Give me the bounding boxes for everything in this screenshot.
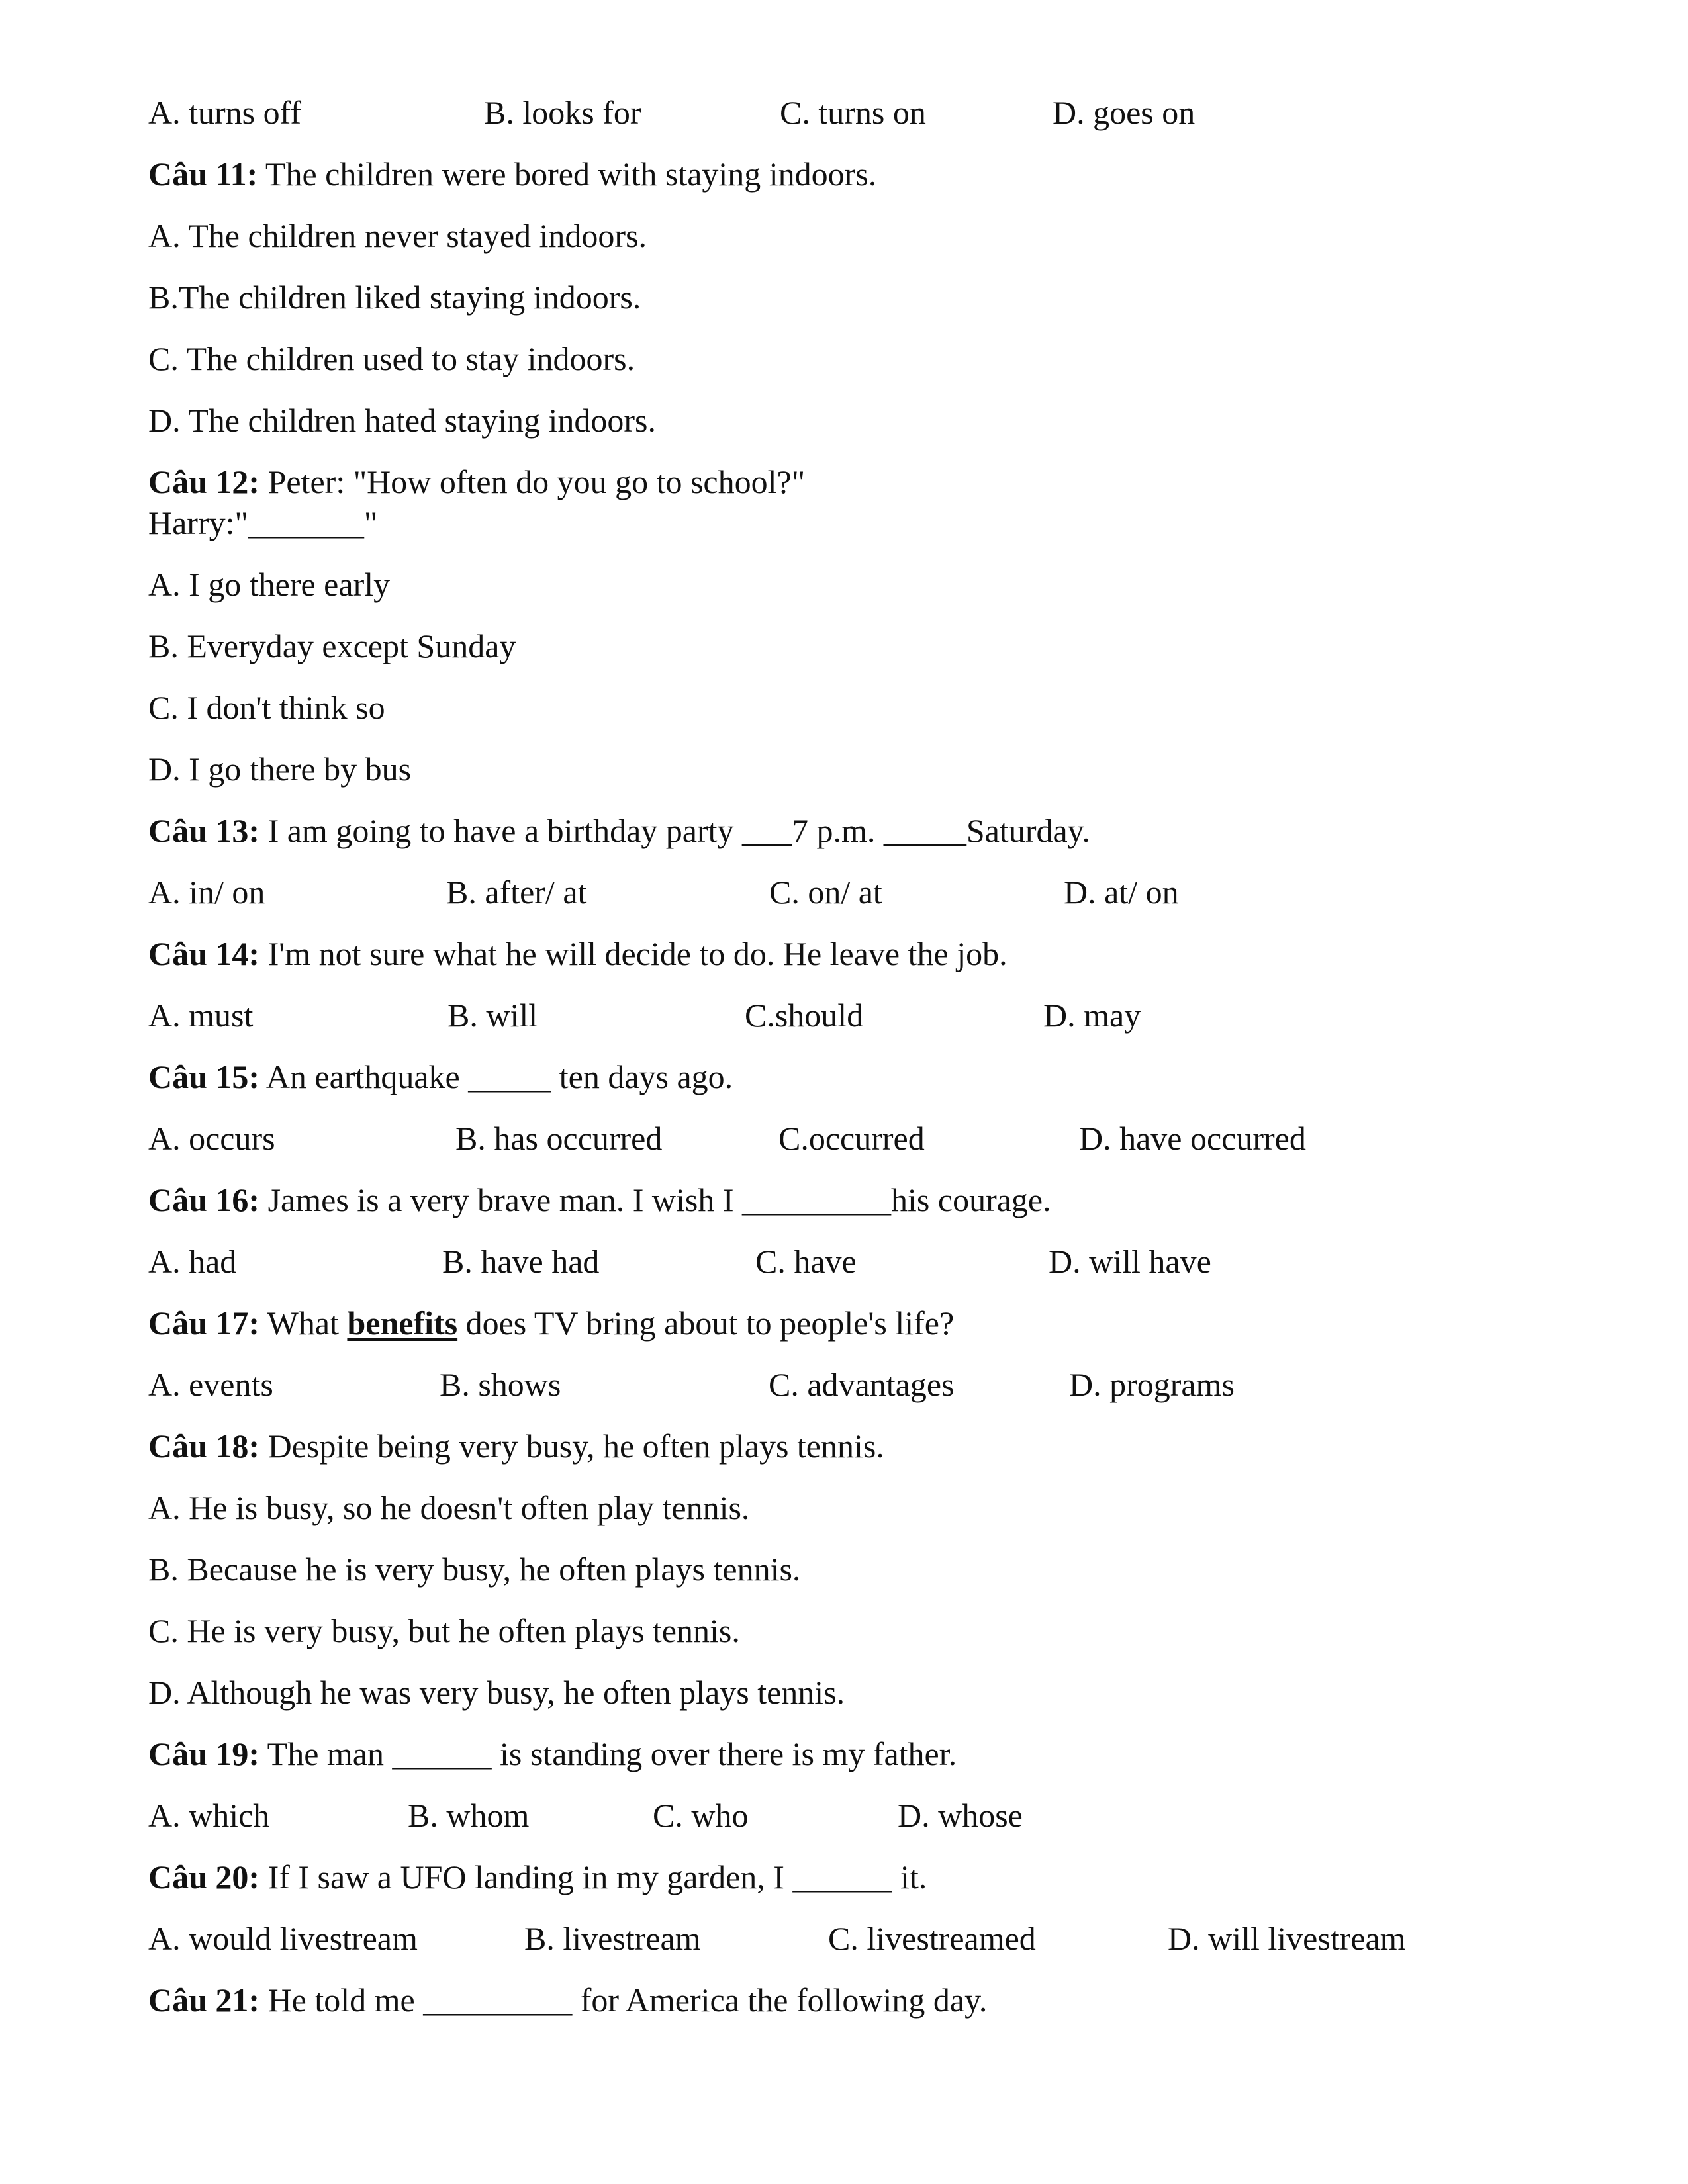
q16-question bbox=[148, 1180, 1051, 1220]
q18-label: Câu 18: bbox=[148, 1428, 260, 1465]
q13-option-d: D. at/ on bbox=[1064, 874, 1179, 911]
q19-option-c: C. who bbox=[653, 1797, 749, 1834]
q19-option-d: D. whose bbox=[898, 1797, 1023, 1834]
q17-option-b: B. shows bbox=[440, 1366, 561, 1403]
q21-label: Câu 21: bbox=[148, 1981, 260, 2019]
q18-option-a: A. He is busy, so he doesn't often play tennis. bbox=[148, 1489, 750, 1526]
q18-option-b: B. Because he is very busy, he often plays tennis. bbox=[148, 1551, 801, 1588]
q11-option-c: C. The children used to stay indoors. bbox=[148, 340, 635, 377]
q17-option-d: D. programs bbox=[1069, 1366, 1235, 1403]
q17-label: Câu 17: bbox=[148, 1304, 260, 1342]
q17-option-c: C. advantages bbox=[769, 1366, 955, 1403]
q12-question bbox=[148, 462, 805, 502]
q12-text: Peter: "How often do you go to school?" bbox=[259, 463, 806, 500]
q11-option-b: B.The children liked staying indoors. bbox=[148, 279, 641, 316]
q16-option-d: D. will have bbox=[1049, 1243, 1211, 1280]
q21-question bbox=[148, 1980, 987, 2020]
q13-text: I am going to have a birthday party ___7 p.m. _____Saturday. bbox=[259, 812, 1090, 849]
q19-label: Câu 19: bbox=[148, 1735, 260, 1772]
q13-option-b: B. after/ at bbox=[446, 874, 587, 911]
q18-option-d: D. Although he was very busy, he often plays tennis. bbox=[148, 1674, 845, 1711]
q15-question bbox=[148, 1057, 733, 1097]
q11-label: Câu 11: bbox=[148, 156, 258, 193]
q15-option-c: C.occurred bbox=[778, 1120, 925, 1157]
q16-label: Câu 16: bbox=[148, 1181, 260, 1218]
q11-question bbox=[148, 154, 876, 194]
q16-text: James is a very brave man. I wish I _________his courage. bbox=[259, 1181, 1051, 1218]
q12-option-d: D. I go there by bus bbox=[148, 751, 412, 788]
q11-text: The children were bored with staying indoors. bbox=[258, 156, 877, 193]
q12-option-b: B. Everyday except Sunday bbox=[148, 627, 516, 664]
q12-option-a: A. I go there early bbox=[148, 566, 391, 603]
q20-option-d: D. will livestream bbox=[1168, 1920, 1406, 1957]
q11-option-a: A. The children never stayed indoors. bbox=[148, 217, 647, 254]
q20-text: If I saw a UFO landing in my garden, I ______ it. bbox=[259, 1858, 927, 1895]
q17-question bbox=[148, 1303, 954, 1343]
q11-option-d: D. The children hated staying indoors. bbox=[148, 402, 656, 439]
q21-text: He told me _________ for America the following day. bbox=[259, 1981, 988, 2019]
q15-option-b: B. has occurred bbox=[455, 1120, 663, 1157]
q14-text: I'm not sure what he will decide to do. He leave the job. bbox=[259, 935, 1008, 972]
q17-option-a: A. events bbox=[148, 1366, 273, 1403]
q13-label: Câu 13: bbox=[148, 812, 260, 849]
q10-option-c: C. turns on bbox=[780, 94, 926, 131]
q10-option-a: A. turns off bbox=[148, 94, 302, 131]
q18-text: Despite being very busy, he often plays tennis. bbox=[259, 1428, 884, 1465]
q18-option-c: C. He is very busy, but he often plays tennis. bbox=[148, 1612, 740, 1649]
q14-option-c: C.should bbox=[745, 997, 864, 1034]
q17-text-before: What bbox=[259, 1304, 348, 1342]
q15-text: An earthquake _____ ten days ago. bbox=[259, 1058, 733, 1095]
q20-option-a: A. would livestream bbox=[148, 1920, 418, 1957]
q19-option-b: B. whom bbox=[408, 1797, 530, 1834]
q20-option-b: B. livestream bbox=[524, 1920, 701, 1957]
q17-underlined-word: benefits bbox=[347, 1304, 458, 1342]
q16-option-c: C. have bbox=[755, 1243, 857, 1280]
q12-option-c: C. I don't think so bbox=[148, 689, 385, 726]
q13-option-c: C. on/ at bbox=[769, 874, 882, 911]
q14-option-b: B. will bbox=[447, 997, 538, 1034]
q12-label: Câu 12: bbox=[148, 463, 260, 500]
q14-question bbox=[148, 934, 1008, 974]
q12-question-line2: Harry:"_______" bbox=[148, 504, 378, 541]
q15-option-d: D. have occurred bbox=[1079, 1120, 1306, 1157]
q20-option-c: C. livestreamed bbox=[828, 1920, 1036, 1957]
q13-option-a: A. in/ on bbox=[148, 874, 265, 911]
q20-label: Câu 20: bbox=[148, 1858, 260, 1895]
q16-option-a: A. had bbox=[148, 1243, 237, 1280]
q10-option-b: B. looks for bbox=[484, 94, 641, 131]
q10-option-d: D. goes on bbox=[1053, 94, 1196, 131]
q18-question bbox=[148, 1426, 884, 1466]
q13-question bbox=[148, 811, 1090, 850]
q14-option-d: D. may bbox=[1043, 997, 1141, 1034]
q19-text: The man ______ is standing over there is my father. bbox=[259, 1735, 957, 1772]
q14-label: Câu 14: bbox=[148, 935, 260, 972]
q15-option-a: A. occurs bbox=[148, 1120, 275, 1157]
q20-question bbox=[148, 1857, 927, 1897]
q15-label: Câu 15: bbox=[148, 1058, 260, 1095]
q19-question bbox=[148, 1734, 957, 1774]
q16-option-b: B. have had bbox=[442, 1243, 600, 1280]
q17-text-after: does TV bring about to people's life? bbox=[457, 1304, 955, 1342]
q14-option-a: A. must bbox=[148, 997, 254, 1034]
q19-option-a: A. which bbox=[148, 1797, 270, 1834]
